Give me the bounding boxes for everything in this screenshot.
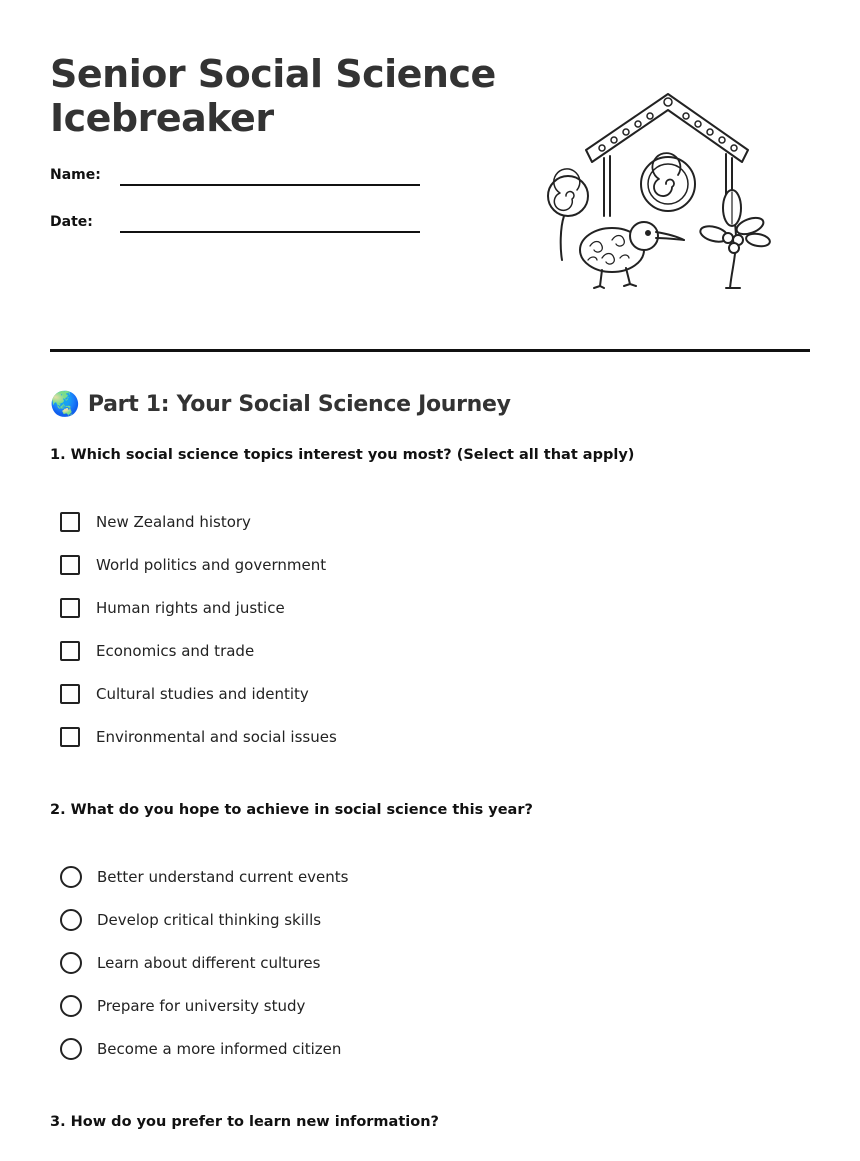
q1-option-environmental[interactable] (60, 724, 337, 750)
q2-option-university[interactable] (60, 993, 305, 1019)
name-label: Name: (50, 167, 101, 183)
radio-button[interactable] (60, 1038, 82, 1060)
q1-option-world-politics[interactable] (60, 552, 326, 578)
part1-title: Part 1: Your Social Science Journey (87, 391, 511, 417)
option-label: Cultural studies and identity (96, 685, 309, 703)
q1-option-economics[interactable] (60, 638, 254, 664)
part1-heading (50, 388, 511, 420)
date-input-line[interactable] (120, 231, 420, 233)
q2-option-informed-citizen[interactable] (60, 1036, 341, 1062)
question-1: 1. Which social science topics interest you most? (Select all that apply) (50, 447, 635, 463)
globe-icon: 🌏 (50, 390, 80, 418)
option-label: Economics and trade (96, 642, 255, 660)
option-label: Better understand current events (97, 868, 349, 886)
date-label: Date: (50, 214, 93, 230)
option-label: Human rights and justice (96, 599, 285, 617)
option-label: World politics and government (96, 556, 327, 574)
question-2: 2. What do you hope to achieve in social science this year? (50, 802, 533, 818)
date-field[interactable] (50, 213, 430, 237)
q2-option-current-events[interactable] (60, 864, 348, 890)
q1-option-new-zealand-history[interactable] (60, 509, 251, 535)
option-label: Environmental and social issues (96, 728, 337, 746)
radio-button[interactable] (60, 866, 82, 888)
maori-house-kiwi-illustration (540, 88, 780, 298)
radio-button[interactable] (60, 995, 82, 1017)
checkbox[interactable] (60, 555, 80, 575)
checkbox[interactable] (60, 641, 80, 661)
checkbox[interactable] (60, 727, 80, 747)
checkbox[interactable] (60, 512, 80, 532)
q2-option-critical-thinking[interactable] (60, 907, 321, 933)
option-label: Prepare for university study (97, 997, 306, 1015)
option-label: New Zealand history (96, 513, 251, 531)
name-field[interactable] (50, 166, 430, 190)
name-input-line[interactable] (120, 184, 420, 186)
q2-option-different-cultures[interactable] (60, 950, 320, 976)
section-divider (50, 349, 810, 352)
radio-button[interactable] (60, 909, 82, 931)
question-3: 3. How do you prefer to learn new information? (50, 1114, 439, 1130)
page-title: Senior Social Science Icebreaker (50, 52, 496, 140)
q1-option-human-rights[interactable] (60, 595, 285, 621)
option-label: Learn about different cultures (97, 954, 321, 972)
checkbox[interactable] (60, 684, 80, 704)
checkbox[interactable] (60, 598, 80, 618)
radio-button[interactable] (60, 952, 82, 974)
option-label: Develop critical thinking skills (97, 911, 322, 929)
option-label: Become a more informed citizen (97, 1040, 342, 1058)
q1-option-cultural-studies[interactable] (60, 681, 309, 707)
